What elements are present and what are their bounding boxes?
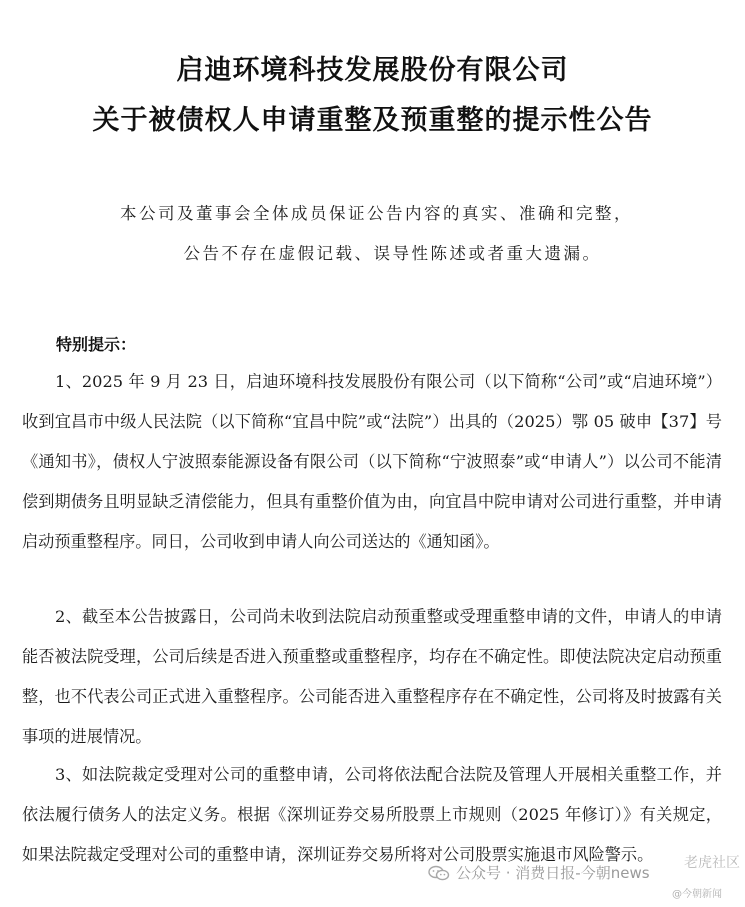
watermark-text: 公众号 · 消费日报-今朝news	[456, 864, 650, 882]
notice-paragraph-2: 2、截至本公告披露日，公司尚未收到法院启动预重整或受理重整申请的文件，申请人的申请能否被法院受理，公司后续是否进入预重整或重整程序，均存在不确定性。即使法院决定启动预重整，也不代表公司正式进入重整程序。公司能否进入重整程序存在不确定性，公司将及时披露有关事项的进展情况。	[22, 607, 722, 746]
board-statement-line-2: 公告不存在虚假记载、误导性陈述或者重大遗漏。	[183, 244, 602, 263]
wechat-icon	[428, 865, 450, 881]
source-handle-watermark: @今朝新闻	[672, 889, 722, 900]
company-title: 启迪环境科技发展股份有限公司	[176, 55, 569, 86]
announcement-title: 关于被债权人申请重整及预重整的提示性公告	[92, 105, 653, 136]
notice-paragraph-1: 1、2025 年 9 月 23 日，启迪环境科技发展股份有限公司（以下简称“公司”或“启迪环境”）收到宜昌市中级人民法院（以下简称“宜昌中院”或“法院”）出具的（2025）鄂 05 破申【37】号《通知书》，债权人宁波照泰能源设备有限公司（以下简称“宁波照泰”或“申请人”）以公司不能清偿到期债务且明显缺乏清偿能力，但具有重整价值为由，向宜昌中院申请对公司进行重整，并申请启动预重整程序。同日，公司收到申请人向公司送达的《通知函》。	[22, 372, 722, 551]
special-notice-heading: 特别提示：	[56, 335, 137, 354]
source-watermark	[428, 862, 650, 883]
community-logo-watermark: 老虎社区	[684, 855, 740, 871]
board-statement-line-1: 本公司及董事会全体成员保证公告内容的真实、准确和完整，	[120, 204, 633, 223]
notice-paragraph-3: 3、如法院裁定受理对公司的重整申请，公司将依法配合法院及管理人开展相关重整工作，并依法履行债务人的法定义务。根据《深圳证券交易所股票上市规则（2025 年修订）》有关规定，如果法院裁定受理对公司的重整申请，深圳证券交易所将对公司股票实施退市风险警示。	[22, 765, 722, 864]
